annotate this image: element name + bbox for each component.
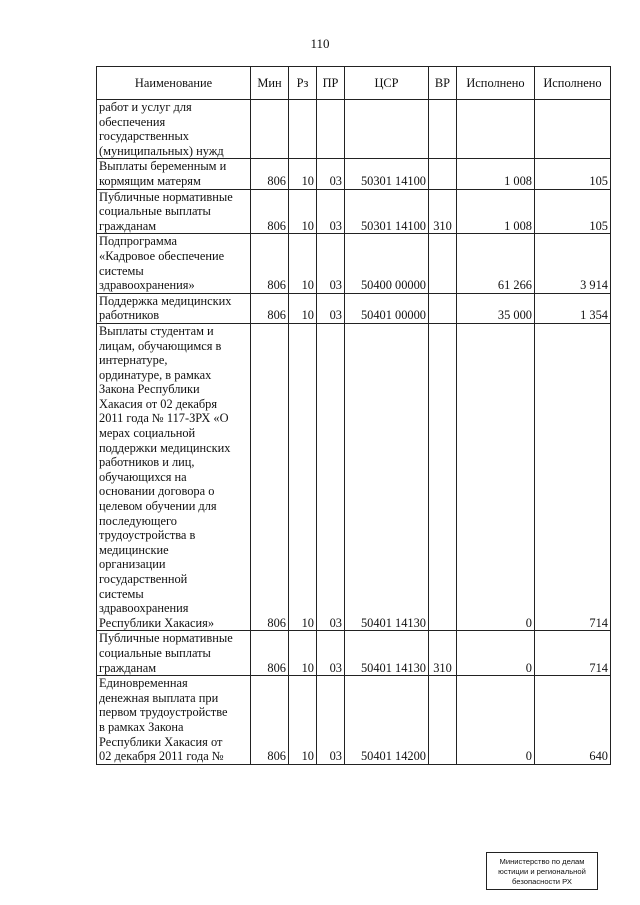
budget-table [96, 66, 611, 765]
row-pr: 03 [317, 159, 345, 189]
col-header-name: Наименование [97, 67, 251, 100]
row-name: работ и услуг для обеспечения государственных (муниципальных) нужд [97, 100, 251, 159]
table-row [97, 100, 611, 159]
row-executed-2: 105 [535, 189, 611, 234]
row-csr: 50400 00000 [345, 234, 429, 293]
row-csr: 50301 14100 [345, 189, 429, 234]
row-name: Публичные нормативные социальные выплаты гражданам [97, 189, 251, 234]
col-header-csr: ЦСР [345, 67, 429, 100]
row-vr [429, 100, 457, 159]
row-rz: 10 [289, 323, 317, 630]
row-csr: 50401 14130 [345, 323, 429, 630]
row-pr: 03 [317, 234, 345, 293]
row-rz: 10 [289, 631, 317, 676]
row-executed-2: 105 [535, 159, 611, 189]
row-min: 806 [251, 189, 289, 234]
col-header-vr: ВР [429, 67, 457, 100]
row-vr [429, 234, 457, 293]
row-rz [289, 100, 317, 159]
row-vr [429, 676, 457, 765]
row-pr [317, 100, 345, 159]
stamp-line: юстиции и региональной [498, 867, 586, 876]
ministry-stamp [486, 852, 598, 890]
table-header-row [97, 67, 611, 100]
row-csr: 50401 00000 [345, 293, 429, 323]
row-name: Поддержка медицинских работников [97, 293, 251, 323]
row-rz: 10 [289, 234, 317, 293]
row-pr: 03 [317, 631, 345, 676]
row-executed-1: 0 [457, 676, 535, 765]
row-min: 806 [251, 676, 289, 765]
row-executed-1: 35 000 [457, 293, 535, 323]
row-csr [345, 100, 429, 159]
col-header-executed-1: Исполнено [457, 67, 535, 100]
row-vr [429, 293, 457, 323]
table-row [97, 234, 611, 293]
row-executed-1: 1 008 [457, 189, 535, 234]
row-vr: 310 [429, 631, 457, 676]
row-name: Единовременная денежная выплата при первом трудоустройстве в рамках Закона Республики Хакасия от 02 декабря 2011 года № [97, 676, 251, 765]
row-min: 806 [251, 234, 289, 293]
table-row [97, 189, 611, 234]
row-name: Выплаты беременным и кормящим матерям [97, 159, 251, 189]
col-header-executed-2: Исполнено [535, 67, 611, 100]
table-row [97, 631, 611, 676]
row-name: Подпрограмма «Кадровое обеспечение системы здравоохранения» [97, 234, 251, 293]
col-header-min: Мин [251, 67, 289, 100]
row-min: 806 [251, 631, 289, 676]
row-name: Публичные нормативные социальные выплаты гражданам [97, 631, 251, 676]
row-executed-2: 3 914 [535, 234, 611, 293]
table-row [97, 323, 611, 630]
row-name: Выплаты студентам и лицам, обучающимся в интернатуре, ординатуре, в рамках Закона Республики Хакасия от 02 декабря 2011 года № 117-ЗРХ «О мерах социальной поддержки медицинских работников и лиц, обучающихся на основании договора о целевом обучении для последующего трудоустройства в медицинские организации государственной системы здравоохранения Республики Хакасия» [97, 323, 251, 630]
row-executed-2: 714 [535, 323, 611, 630]
row-csr: 50401 14130 [345, 631, 429, 676]
row-min: 806 [251, 293, 289, 323]
row-min: 806 [251, 323, 289, 630]
col-header-rz: Рз [289, 67, 317, 100]
row-rz: 10 [289, 676, 317, 765]
row-rz: 10 [289, 189, 317, 234]
row-executed-1: 0 [457, 323, 535, 630]
row-executed-2: 714 [535, 631, 611, 676]
row-min [251, 100, 289, 159]
table-row [97, 676, 611, 765]
row-executed-2: 640 [535, 676, 611, 765]
row-vr: 310 [429, 189, 457, 234]
row-csr: 50401 14200 [345, 676, 429, 765]
table-row [97, 293, 611, 323]
row-executed-1: 0 [457, 631, 535, 676]
page-number: 110 [310, 36, 330, 51]
row-rz: 10 [289, 293, 317, 323]
row-min: 806 [251, 159, 289, 189]
stamp-line: Министерство по делам [499, 857, 585, 866]
row-rz: 10 [289, 159, 317, 189]
table-row [97, 159, 611, 189]
row-executed-1: 61 266 [457, 234, 535, 293]
row-executed-1: 1 008 [457, 159, 535, 189]
row-pr: 03 [317, 323, 345, 630]
row-pr: 03 [317, 189, 345, 234]
row-executed-2 [535, 100, 611, 159]
row-vr [429, 159, 457, 189]
row-pr: 03 [317, 293, 345, 323]
col-header-pr: ПР [317, 67, 345, 100]
row-vr [429, 323, 457, 630]
row-csr: 50301 14100 [345, 159, 429, 189]
row-pr: 03 [317, 676, 345, 765]
row-executed-1 [457, 100, 535, 159]
stamp-line: безопасности РХ [512, 877, 572, 886]
row-executed-2: 1 354 [535, 293, 611, 323]
